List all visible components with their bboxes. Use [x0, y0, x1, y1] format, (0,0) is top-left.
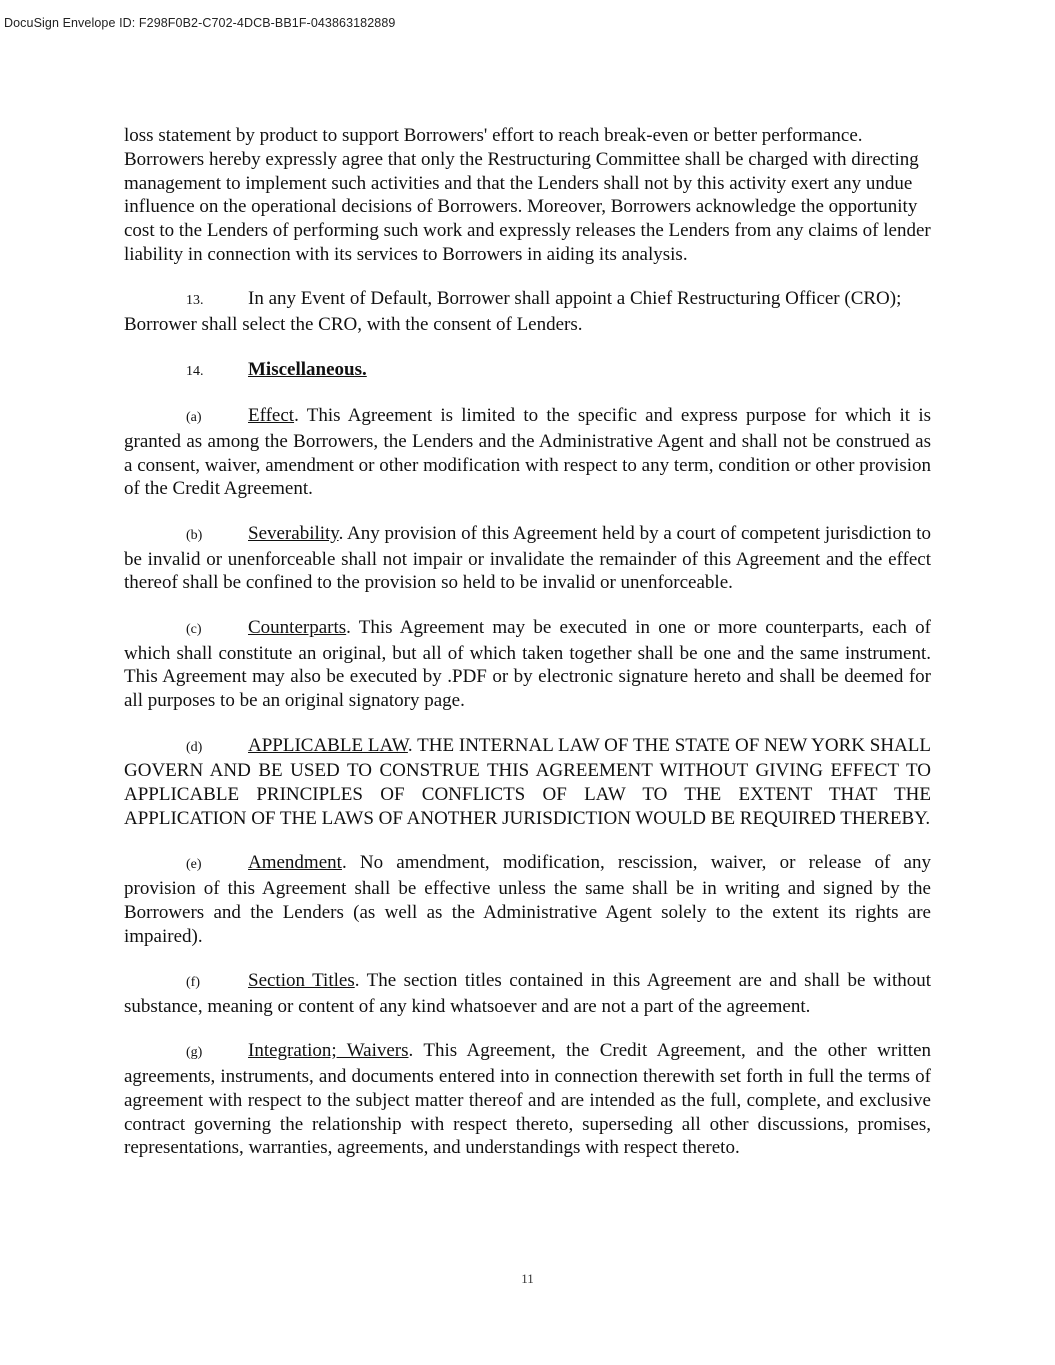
envelope-id: DocuSign Envelope ID: F298F0B2-C702-4DCB-BB1F-043863182889 — [4, 16, 396, 30]
subsection-label: (d) — [186, 739, 203, 755]
subsection-f — [124, 969, 931, 1019]
subsection-text: . Any provision of this Agreement held by a court of competent jurisdiction to be invalid or unenforceable shall not impair or invalidate the remainder of this Agreement and the effect thereof shall be confined to the provision so held to be invalid or unenforceable. — [124, 522, 931, 594]
subsection-label: (g) — [186, 1045, 203, 1061]
subsection-e — [124, 851, 931, 948]
subsection-a — [124, 404, 931, 501]
section-13-text: In any Event of Default, Borrower shall appoint a Chief Restructuring Officer (CRO); Borrower shall select the CRO, with the consent of Lenders. — [124, 288, 902, 336]
subsection-label: (c) — [186, 621, 202, 637]
section-14-heading: Miscellaneous. — [248, 358, 367, 380]
subsection-title: APPLICABLE LAW — [248, 734, 408, 756]
subsection-text: . This Agreement is limited to the specific and express purpose for which it is granted as among the Borrowers, the Lenders and the Administrative Agent and shall not be construed as a consent, waiver, amendment or other modification with respect to any term, condition or other provision of the Credit Agreement. — [124, 404, 931, 500]
subsection-text: . No amendment, modification, rescission, waiver, or release of any provision of this Agreement shall be effective unless the same shall be in writing and signed by the Borrowers and the Lenders (as well as the Administrative Agent solely to the extent its rights are impaired). — [124, 852, 931, 947]
section-13 — [124, 287, 931, 337]
subsection-c — [124, 616, 931, 713]
subsection-label: (a) — [186, 409, 202, 425]
subsection-text: . THE INTERNAL LAW OF THE STATE OF NEW YORK SHALL GOVERN AND BE USED TO CONSTRUE THIS AGREEMENT WITHOUT GIVING EFFECT TO APPLICABLE PRINCIPLES OF CONFLICTS OF LAW TO THE EXTENT THAT THE APPLICATION OF THE LAWS OF ANOTHER JURISDICTION WOULD BE REQUIRED THEREBY. — [124, 734, 931, 829]
subsection-title: Severability — [248, 522, 339, 544]
subsection-label: (f) — [186, 975, 200, 991]
subsection-title: Counterparts — [248, 616, 347, 638]
document-body — [124, 124, 931, 1181]
section-14-number: 14. — [186, 363, 204, 379]
page-number: 11 — [521, 1271, 534, 1286]
section-14 — [124, 358, 931, 384]
subsection-text: . This Agreement, the Credit Agreement, and the other written agreements, instruments, and documents entered into in connection therewith set forth in full the terms of agreement with respect to the subject matter thereof and are intended as the full, complete, and exclusive contract governing the relationship with respect thereto, superseding all other discussions, promises, representations, warranties, agreements, and understandings with respect thereto. — [124, 1040, 932, 1159]
subsection-title: Amendment — [248, 852, 342, 874]
subsection-title: Integration; Waivers — [248, 1040, 409, 1062]
subsection-label: (e) — [186, 857, 202, 873]
subsection-d — [124, 734, 931, 831]
subsection-g — [124, 1039, 931, 1160]
continuation-paragraph: loss statement by product to support Borrowers' effort to reach break-even or better performance. Borrowers hereby expressly agree that only the Restructuring Committee shall be charged with directing management to implement such activities and that the Lenders shall not by this activity exert any undue influence on the operational decisions of Borrowers. Moreover, Borrowers acknowledge the opportunity cost to the Lenders of performing such work and expressly releases the Lenders from any claims of lender liability in connection with its services to Borrowers in aiding its analysis. — [124, 125, 931, 265]
subsection-text: . The section titles contained in this Agreement are and shall be without substance, meaning or content of any kind whatsoever and are not a part of the agreement. — [124, 970, 931, 1017]
section-13-number: 13. — [186, 293, 204, 309]
subsection-text: . This Agreement may be executed in one or more counterparts, each of which shall constitute an original, but all of which taken together shall be one and the same instrument. This Agreement may also be executed by .PDF or by electronic signature hereto and shall be deemed for all purposes to be an original signatory page. — [124, 616, 931, 712]
subsection-title: Section Titles — [248, 970, 355, 992]
subsection-title: Effect — [248, 404, 295, 426]
subsection-b — [124, 522, 931, 595]
subsection-label: (b) — [186, 527, 203, 543]
